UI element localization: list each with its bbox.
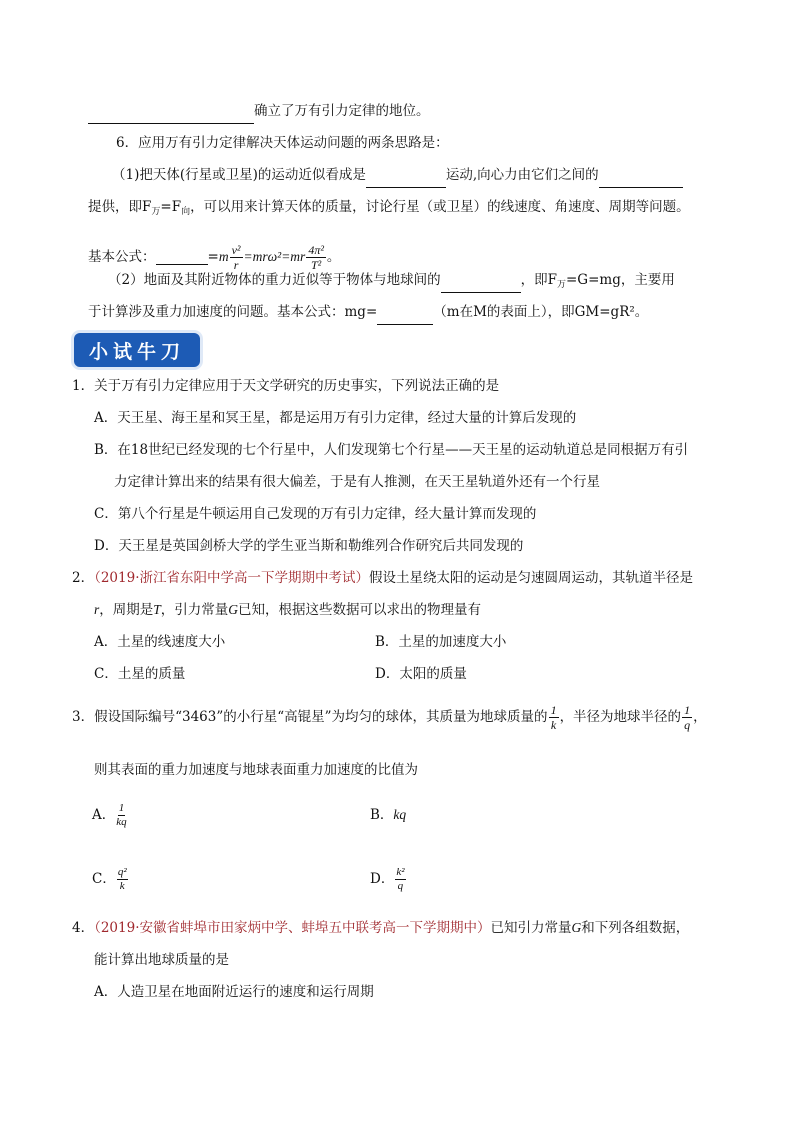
text: = [207,249,219,265]
math: T [153,602,161,617]
numerator: v² [231,243,241,257]
q3-option-c[interactable] [92,860,129,898]
text: =G=mg，主要用 [565,272,675,288]
text: ，半径为地球半径的 [559,709,682,725]
numerator: 1 [550,703,557,717]
q2-option-b[interactable]: B．土星的加速度大小 [375,634,507,650]
denominator: r [233,258,239,272]
text: 已知引力常量 [490,920,572,936]
section-badge-label: 小试牛刀 [88,340,185,363]
denominator: q [397,880,404,892]
q2-option-c[interactable]: C．土星的质量 [94,666,186,682]
fraction-4pi2-T2 [306,243,326,272]
review-line-5-formula [88,230,340,274]
numerator: q² [117,866,127,878]
q4-stem [72,918,689,938]
numerator: 4π² [308,243,324,257]
denominator: T² [310,258,322,272]
math: G [571,920,582,935]
subscript: 万 [556,280,566,290]
denominator: q [684,718,691,732]
text: 和下列各组数据， [581,920,690,936]
subscript: 向 [181,207,191,217]
text: ，即F [520,272,557,288]
text: 。 [326,249,341,265]
fraction-1-q [682,703,692,732]
text: 6．应用万有引力定律解决天体运动问题的两条思路是： [116,135,449,151]
text: 已知，根据这些数据可以求出的物理量有 [238,602,482,618]
q3-stem-cont: 则其表面的重力加速度与地球表面重力加速度的比值为 [94,762,418,778]
fill-blank[interactable] [88,103,254,124]
fill-blank[interactable] [156,230,208,265]
q3-option-d[interactable] [370,860,407,898]
review-line-3 [112,165,683,188]
text: =F [160,199,182,215]
numerator: 1 [118,802,125,814]
denominator: kq [116,816,127,828]
q4-stem-cont: 能计算出地球质量的是 [94,952,229,968]
fill-blank[interactable] [599,167,683,188]
option-label: C． [92,871,116,887]
option-label: B． [370,807,394,823]
fraction-v2-r [230,243,243,272]
subscript: 万 [151,207,161,217]
text: 3．假设国际编号“3463”的小行星“高锟星”为均匀的球体，其质量为地球质量的 [72,709,548,725]
text: 提供，即F [88,199,152,215]
fill-blank[interactable] [366,167,446,188]
q4-option-a[interactable]: A．人造卫星在地面附近运行的速度和运行周期 [94,984,374,1000]
numerator: k² [396,866,405,878]
q3-option-b[interactable] [370,798,406,832]
text: ， [693,709,707,725]
q3-stem [72,699,707,735]
math: G [228,602,239,617]
text: ，周期是 [99,602,154,618]
option-label: A． [92,807,116,823]
text: 于计算涉及重力加速度的问题。基本公式：mg= [88,304,378,320]
fill-blank[interactable] [377,304,433,325]
q1-option-b[interactable]: B．在18世纪已经发现的七个行星中，人们发现第七个行星——天王星的运动轨道总是同根据万有引 [94,442,689,458]
q1-stem: 1．关于万有引力定律应用于天文学研究的历史事实，下列说法正确的是 [72,378,500,394]
numerator: 1 [684,703,691,717]
q1-option-b-cont: 力定律计算出来的结果有很大偏差，于是有人推测，在天王星轨道外还有一个行星 [114,474,600,490]
fraction [395,866,405,893]
q2-stem [72,568,693,588]
fraction [117,866,128,893]
question-number: 4． [72,920,95,936]
q2-stem-cont [94,600,481,620]
question-source: （2019·安徽省蚌埠市田家炳中学、蚌埠五中联考高一下学期期中） [94,920,491,936]
denominator: k [119,880,125,892]
fraction-1-k [549,703,559,732]
text: （m在M的表面上），即GM=gR²。 [433,304,649,320]
text: 假设土星绕太阳的运动是匀速圆周运动，其轨道半径是 [369,570,693,586]
q3-option-a[interactable] [92,798,128,832]
question-source: （2019·浙江省东阳中学高一下学期期中考试） [94,570,369,586]
math: =mrω²=mr [243,249,306,264]
math: r [94,602,100,617]
math: kq [393,807,407,822]
q1-option-c[interactable]: C．第八个行星是牛顿运用自己发现的万有引力定律，经大量计算而发现的 [94,506,537,522]
q2-option-d[interactable]: D．太阳的质量 [375,666,467,682]
text: ，引力常量 [160,602,229,618]
fill-blank[interactable] [441,272,521,293]
text: 运动,向心力由它们之间的 [445,167,599,183]
fraction [116,802,126,829]
text: 确立了万有引力定律的地位。 [254,103,430,119]
question-number: 2． [72,570,95,586]
text: （2）地面及其附近物体的重力近似等于物体与地球间的 [108,272,441,288]
denominator: k [550,718,557,732]
q1-option-d[interactable]: D．天王星是英国剑桥大学的学生亚当斯和勒维列合作研究后共同发现的 [94,538,524,554]
text: （1)把天体(行星或卫星)的运动近似看成是 [112,167,366,183]
q2-option-a[interactable]: A．土星的线速度大小 [94,634,226,650]
review-line-1 [88,101,430,124]
review-line-2 [116,133,449,153]
option-label: D． [370,871,395,887]
text: ，可以用来计算天体的质量，讨论行星（或卫星）的线速度、角速度、周期等问题。 [190,199,690,215]
review-line-4 [88,197,690,222]
q1-option-a[interactable]: A．天王星、海王星和冥王星，都是运用万有引力定律，经过大量的计算后发现的 [94,410,577,426]
text: 基本公式： [88,249,156,265]
review-line-6 [108,270,675,295]
review-line-7 [88,302,648,325]
section-badge [74,333,200,367]
math: m [218,249,229,264]
